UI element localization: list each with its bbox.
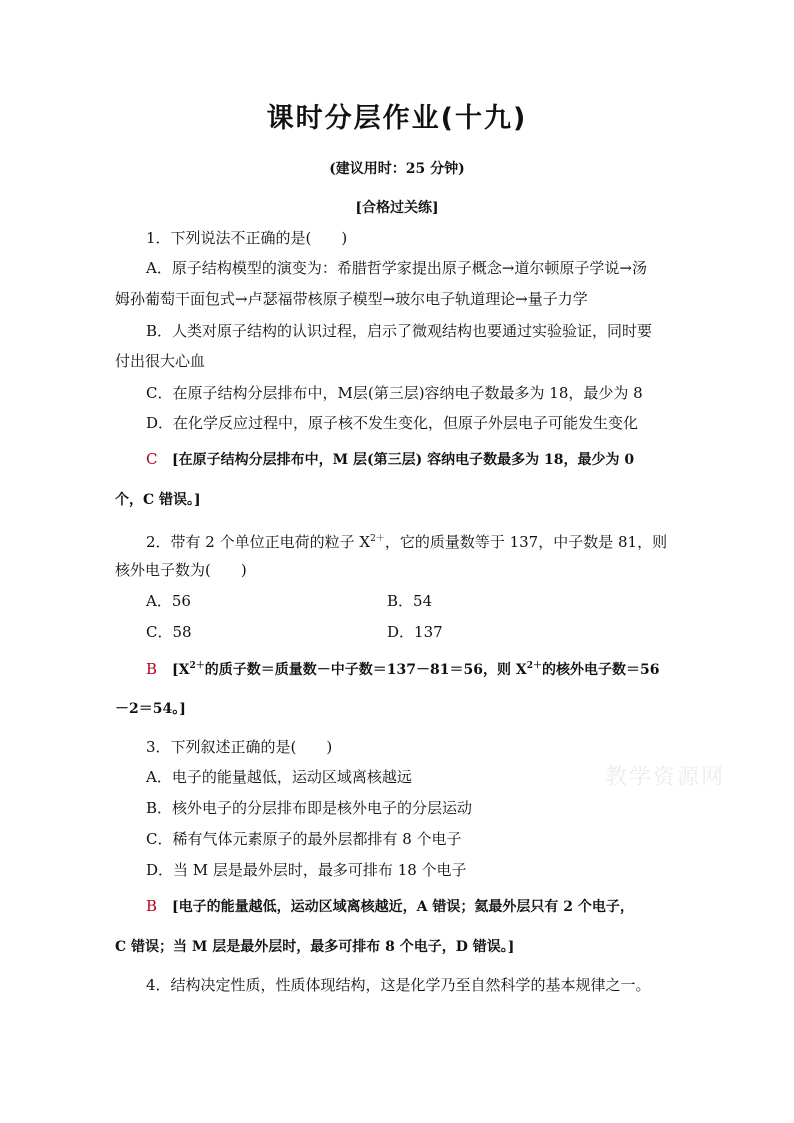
q2-option-d: D．137 bbox=[387, 623, 443, 641]
q3-answer-line bbox=[146, 896, 634, 917]
q1-answer: C bbox=[146, 450, 158, 468]
q2-answer: B bbox=[146, 660, 158, 678]
q2-option-b: B．54 bbox=[387, 592, 433, 610]
q4-stem: 4．结构决定性质，性质体现结构，这是化学乃至自然科学的基本规律之一。 bbox=[146, 976, 651, 994]
q2-charge: 2＋ bbox=[370, 534, 385, 544]
q2-answer-line bbox=[146, 656, 659, 680]
q3-option-d: D．当 M 层是最外层时，最多可排布 18 个电子 bbox=[146, 861, 467, 879]
q3-option-b: B．核外电子的分层排布即是核外电子的分层运动 bbox=[146, 799, 473, 817]
q2-option-c: C．58 bbox=[146, 623, 192, 641]
q2-explanation-part3: 的核外电子数＝56 bbox=[541, 662, 660, 678]
q3-explanation: [电子的能量越低，运动区域离核越近，A 错误；氦最外层只有 2 个电子， bbox=[172, 899, 634, 915]
q1-option-a: A．原子结构模型的演变为：希腊哲学家提出原子概念→道尔顿原子学说→汤 bbox=[146, 259, 647, 277]
q1-option-c: C．在原子结构分层排布中，M层(第三层)容纳电子数最多为 18，最少为 8 bbox=[146, 384, 643, 402]
q2-explanation-part2: 的质子数＝质量数－中子数＝137－81＝56，则 X bbox=[204, 662, 527, 678]
q1-explanation: [在原子结构分层排布中，M 层(第三层) 容纳电子数最多为 18，最少为 0 bbox=[172, 452, 635, 468]
q1-stem: 1．下列说法不正确的是( ) bbox=[146, 229, 348, 247]
q1-answer-line bbox=[146, 449, 634, 470]
q1-option-a-cont: 姆孙葡萄干面包式→卢瑟福带核原子模型→玻尔电子轨道理论→量子力学 bbox=[115, 290, 588, 308]
q2-stem bbox=[146, 529, 667, 552]
q3-explanation-cont: C 错误；当 M 层是最外层时，最多可排布 8 个电子，D 错误。] bbox=[115, 939, 515, 955]
q2-expl-charge-2: 2＋ bbox=[526, 661, 542, 671]
q2-expl-charge: 2＋ bbox=[189, 661, 205, 671]
q2-option-a: A．56 bbox=[146, 592, 191, 610]
q3-stem: 3．下列叙述正确的是( ) bbox=[146, 738, 333, 756]
q2-explanation-part1: [X bbox=[172, 662, 190, 678]
q2-stem-cont: 核外电子数为( ) bbox=[115, 561, 247, 579]
q2-stem-part2: ，它的质量数等于 137，中子数是 81，则 bbox=[384, 533, 668, 551]
section-heading: [合格过关练] bbox=[355, 200, 439, 216]
page-title: 课时分层作业(十九) bbox=[266, 103, 528, 134]
q3-option-a: A．电子的能量越低，运动区域离核越远 bbox=[146, 768, 412, 786]
q1-option-d: D．在化学反应过程中，原子核不发生变化，但原子外层电子可能发生变化 bbox=[146, 414, 639, 432]
q1-explanation-cont: 个，C 错误。] bbox=[115, 492, 201, 508]
q1-option-b: B．人类对原子结构的认识过程，启示了微观结构也要通过实验验证，同时要 bbox=[146, 322, 653, 340]
q2-stem-part1: 2．带有 2 个单位正电荷的粒子 X bbox=[146, 533, 371, 551]
suggested-time: (建议用时：25 分钟) bbox=[329, 161, 465, 177]
watermark: 教学资源网 bbox=[605, 765, 726, 790]
q2-explanation-cont: －2＝54。] bbox=[115, 701, 186, 717]
q3-answer: B bbox=[146, 897, 158, 915]
q1-option-b-cont: 付出很大心血 bbox=[115, 352, 206, 370]
q3-option-c: C．稀有气体元素原子的最外层都排有 8 个电子 bbox=[146, 830, 462, 848]
